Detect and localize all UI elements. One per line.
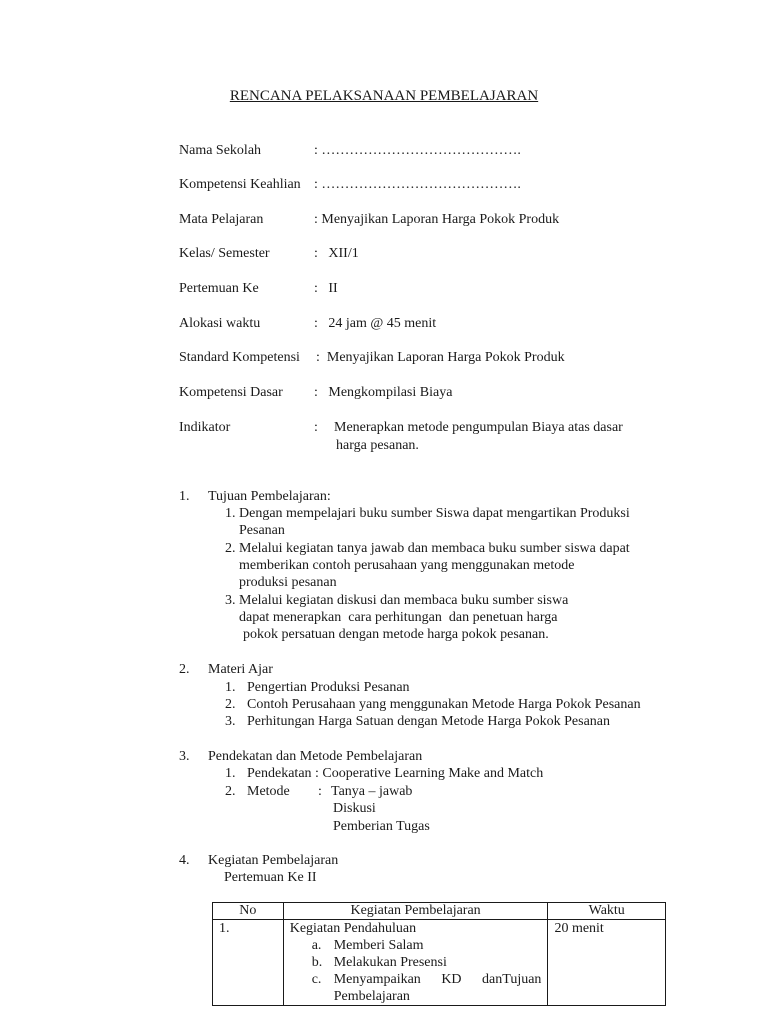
- list-text: Memberi Salam: [333, 938, 424, 953]
- tujuan-line: pokok persatuan dengan metode harga pokok pesanan.: [243, 627, 549, 642]
- metode-value: Tanya – jawab: [331, 784, 413, 799]
- value-mata-pelajaran: : Menyajikan Laporan Harga Pokok Produk: [314, 212, 560, 227]
- list-text-justified: [334, 971, 542, 988]
- value-standard-kompetensi: : Menyajikan Laporan Harga Pokok Produk: [316, 350, 565, 365]
- label-alokasi-waktu: Alokasi waktu: [179, 316, 261, 331]
- section1-number: 1.: [179, 489, 190, 504]
- tujuan-line: produksi pesanan: [239, 575, 337, 590]
- header-no: No: [213, 903, 284, 920]
- cell-kegiatan: [283, 920, 548, 1006]
- section3-heading: Pendekatan dan Metode Pembelajaran: [208, 749, 423, 764]
- materi-text: Perhitungan Harga Satuan dengan Metode Harga Pokok Pesanan: [247, 714, 611, 729]
- section4-heading: Kegiatan Pembelajaran: [208, 853, 339, 868]
- list-item: [290, 937, 542, 954]
- table-header-row: [213, 903, 666, 920]
- tujuan-line: dapat menerapkan cara perhitungan dan penetuan harga: [239, 610, 558, 625]
- materi-text: Pengertian Produksi Pesanan: [247, 680, 410, 695]
- metode-num: 2.: [225, 784, 236, 799]
- tujuan-line: 2. Melalui kegiatan tanya jawab dan membaca buku sumber siswa dapat: [225, 541, 630, 556]
- value-kelas-semester: : XII/1: [314, 246, 359, 261]
- list-item: [290, 954, 542, 971]
- header-waktu: Waktu: [548, 903, 666, 920]
- label-standard-kompetensi: Standard Kompetensi: [179, 350, 300, 365]
- list-mark: b.: [311, 955, 323, 970]
- tujuan-line: 1. Dengan mempelajari buku sumber Siswa dapat mengartikan Produksi: [225, 506, 630, 521]
- value-indikator-line2: harga pesanan.: [336, 438, 419, 453]
- tujuan-line: 3. Melalui kegiatan diskusi dan membaca buku sumber siswa: [225, 593, 569, 608]
- kegiatan-table: [212, 902, 666, 1006]
- colon-indikator: :: [314, 420, 318, 435]
- tujuan-line: memberikan contoh perusahaan yang menggunakan metode: [239, 558, 575, 573]
- word: Menyampaikan: [333, 972, 421, 987]
- word: danTujuan: [482, 972, 542, 987]
- pendekatan-text: Pendekatan : Cooperative Learning Make and Match: [247, 766, 544, 781]
- label-pertemuan-ke: Pertemuan Ke: [179, 281, 259, 296]
- label-kelas-semester: Kelas/ Semester: [179, 246, 270, 261]
- label-indikator: Indikator: [179, 420, 231, 435]
- cell-no: 1.: [213, 920, 284, 1006]
- value-alokasi-waktu: : 24 jam @ 45 menit: [314, 316, 437, 331]
- list-text: Melakukan Presensi: [333, 955, 447, 970]
- header-kegiatan: Kegiatan Pembelajaran: [283, 903, 548, 920]
- list-mark: a.: [311, 938, 322, 953]
- value-kompetensi-keahlian: : …………………………………….: [314, 177, 521, 192]
- value-nama-sekolah: : …………………………………….: [314, 143, 521, 158]
- metode-value: Diskusi: [333, 801, 376, 816]
- label-kompetensi-dasar: Kompetensi Dasar: [179, 385, 283, 400]
- tujuan-line: Pesanan: [239, 523, 285, 538]
- metode-label: Metode: [247, 784, 290, 799]
- document-title: RENCANA PELAKSANAAN PEMBELAJARAN: [229, 88, 539, 104]
- label-mata-pelajaran: Mata Pelajaran: [179, 212, 264, 227]
- pendekatan-num: 1.: [225, 766, 236, 781]
- section3-number: 3.: [179, 749, 190, 764]
- metode-value: Pemberian Tugas: [333, 819, 430, 834]
- section2-heading: Materi Ajar: [208, 662, 273, 677]
- list-text-continued: Pembelajaran: [333, 989, 410, 1004]
- value-kompetensi-dasar: : Mengkompilasi Biaya: [314, 385, 453, 400]
- kegiatan-title: Kegiatan Pendahuluan: [289, 921, 417, 936]
- materi-num: 3.: [225, 714, 236, 729]
- section2-number: 2.: [179, 662, 190, 677]
- list-item: [290, 971, 542, 988]
- section4-subheading: Pertemuan Ke II: [224, 870, 317, 885]
- materi-text: Contoh Perusahaan yang menggunakan Metode Harga Pokok Pesanan: [247, 697, 641, 712]
- section4-number: 4.: [179, 853, 190, 868]
- section1-heading: Tujuan Pembelajaran:: [208, 489, 331, 504]
- label-nama-sekolah: Nama Sekolah: [179, 143, 262, 158]
- materi-num: 2.: [225, 697, 236, 712]
- value-pertemuan-ke: : II: [314, 281, 338, 296]
- list-mark: c.: [311, 972, 322, 987]
- word: KD: [441, 972, 462, 987]
- metode-colon: :: [318, 784, 322, 799]
- label-kompetensi-keahlian: Kompetensi Keahlian: [179, 177, 301, 192]
- value-indikator-line1: Menerapkan metode pengumpulan Biaya atas dasar: [334, 420, 623, 435]
- table-row: [213, 920, 666, 1006]
- cell-waktu: 20 menit: [548, 920, 666, 1006]
- materi-num: 1.: [225, 680, 236, 695]
